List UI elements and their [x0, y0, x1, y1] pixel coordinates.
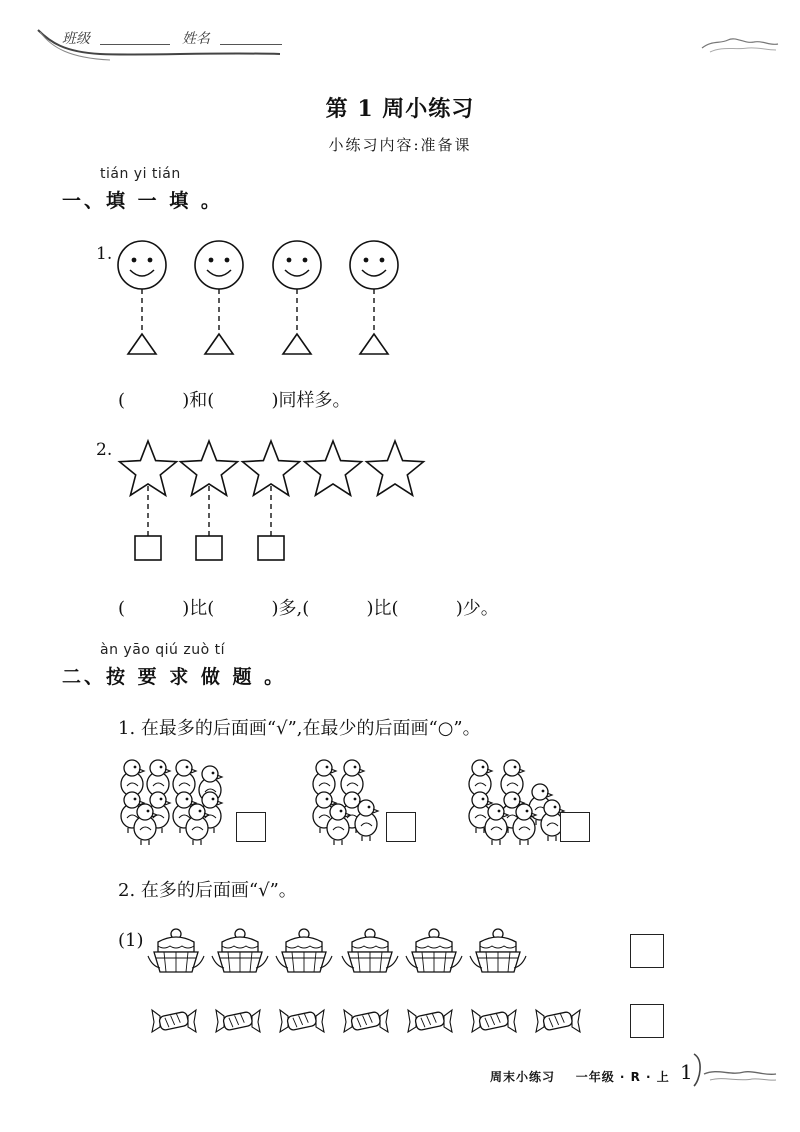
chick-groups	[112, 758, 612, 848]
candy-icon	[536, 1010, 580, 1032]
star-icon	[305, 441, 362, 495]
candy-icon	[280, 1010, 324, 1032]
class-line[interactable]	[100, 44, 170, 45]
q2-number: 2.	[96, 440, 113, 460]
class-label: 班级	[62, 31, 90, 47]
candy-icon	[472, 1010, 516, 1032]
mountain-decoration	[700, 30, 780, 60]
mountain-icon	[700, 30, 780, 60]
q2-sentence[interactable]: ( )比( )多,( )比( )少。	[118, 598, 499, 619]
triangle-icon	[205, 334, 233, 354]
cake-icon	[406, 929, 462, 972]
smiley-face-icon	[118, 241, 166, 289]
page-number: 1	[680, 1060, 693, 1084]
footer-decoration	[690, 1052, 780, 1092]
smiley-face-icon	[273, 241, 321, 289]
candy-icon	[344, 1010, 388, 1032]
answer-box-candies[interactable]	[630, 1004, 664, 1038]
answer-box-group-2[interactable]	[386, 812, 416, 842]
cake-icon	[276, 929, 332, 972]
candy-row	[148, 1002, 588, 1042]
q1-sentence[interactable]: ( )和( )同样多。	[118, 390, 351, 411]
chick-icon	[355, 800, 378, 841]
answer-box-cakes[interactable]	[630, 934, 664, 968]
candy-icon	[216, 1010, 260, 1032]
q2-figure	[110, 436, 440, 571]
section1-pinyin: tián yi tián	[100, 166, 181, 182]
candy-icon	[408, 1010, 452, 1032]
section2-heading: 二、按 要 求 做 题 。	[62, 666, 287, 688]
brush-wave-icon	[690, 1052, 780, 1092]
name-line[interactable]	[220, 44, 282, 45]
page-title: 第 1 周小练习	[325, 96, 475, 122]
triangle-icon	[128, 334, 156, 354]
q1-figure	[100, 230, 420, 365]
s2-q2-instruction: 2. 在多的后面画“√”。	[118, 880, 297, 901]
smiley-face-icon	[350, 241, 398, 289]
triangle-icon	[283, 334, 311, 354]
triangle-icon	[360, 334, 388, 354]
cake-row	[148, 918, 538, 978]
footer-text: 周末小练习 一年级 · R · 上	[490, 1070, 670, 1084]
dashed-connectors	[148, 486, 271, 536]
cake-icon	[470, 929, 526, 972]
name-label: 姓名	[182, 31, 210, 47]
smiley-face-icon	[195, 241, 243, 289]
s2-q1-instruction: 1. 在最多的后面画“√”,在最少的后面画“○”。	[118, 718, 481, 739]
star-icon	[367, 441, 424, 495]
cake-icon	[148, 929, 204, 972]
chick-group-2	[313, 760, 378, 845]
square-icon	[196, 536, 222, 560]
q1-number: 1.	[96, 244, 113, 264]
square-icon	[258, 536, 284, 560]
s2-q2-sub1-label: (1)	[118, 930, 144, 951]
answer-box-group-3[interactable]	[560, 812, 590, 842]
dashed-connectors	[142, 289, 374, 334]
answer-box-group-1[interactable]	[236, 812, 266, 842]
page-subtitle: 小练习内容:准备课	[328, 136, 472, 154]
square-icon	[135, 536, 161, 560]
chick-group-3	[469, 760, 564, 845]
chick-group-1	[121, 760, 222, 845]
cake-icon	[342, 929, 398, 972]
section1-heading: 一、填 一 填 。	[62, 190, 223, 212]
candy-icon	[152, 1010, 196, 1032]
section2-pinyin: àn yāo qiú zuò tí	[100, 642, 225, 658]
cake-icon	[212, 929, 268, 972]
